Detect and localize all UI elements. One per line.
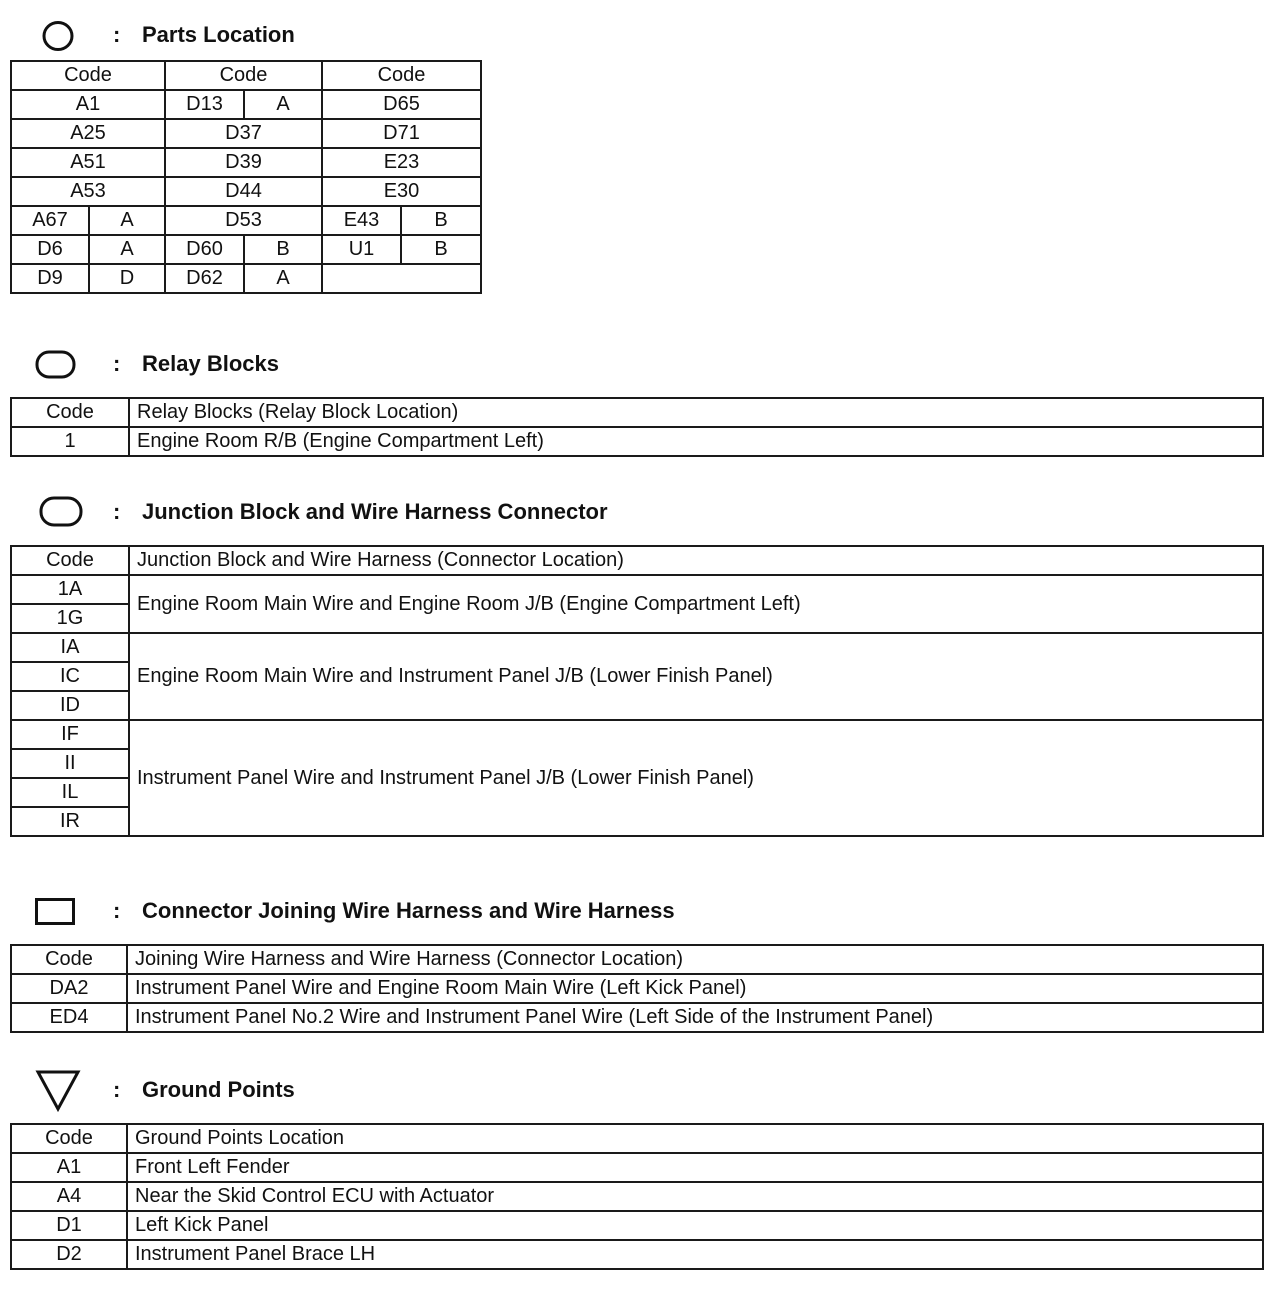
- location-cell: Engine Room R/B (Engine Compartment Left): [129, 427, 1263, 456]
- code-cell: D65: [322, 90, 481, 119]
- code-cell: E23: [322, 148, 481, 177]
- table-row: [11, 1211, 1263, 1240]
- code-header: Code: [11, 945, 127, 974]
- code-cell: IA: [11, 633, 129, 662]
- table-header-row: [11, 61, 481, 90]
- table-row: [11, 575, 1263, 604]
- code-cell: IL: [11, 778, 129, 807]
- oval-icon: [38, 495, 86, 529]
- code-cell: D60: [165, 235, 244, 264]
- code-cell: A25: [11, 119, 165, 148]
- section-colon: :: [113, 22, 121, 47]
- variant-cell: B: [401, 235, 481, 264]
- column-header: Code: [165, 61, 322, 90]
- code-cell: A1: [11, 90, 165, 119]
- parts-location-heading: Parts Location: [142, 22, 295, 47]
- variant-cell: A: [244, 264, 322, 293]
- table-row: [11, 1003, 1263, 1032]
- location-cell: Engine Room Main Wire and Engine Room J/B (Engine Compartment Left): [129, 575, 1263, 633]
- section-colon: :: [113, 1077, 121, 1102]
- location-cell: Instrument Panel Wire and Instrument Panel J/B (Lower Finish Panel): [129, 720, 1263, 836]
- code-cell: D37: [165, 119, 322, 148]
- code-cell: D44: [165, 177, 322, 206]
- table-header-row: [11, 945, 1263, 974]
- table-row: [11, 264, 481, 293]
- table-row: [11, 720, 1263, 749]
- circle-icon: [40, 19, 76, 53]
- relay-blocks-table: [10, 397, 1264, 457]
- code-cell: 1: [11, 427, 129, 456]
- variant-cell: A: [89, 235, 165, 264]
- section-colon: :: [113, 351, 121, 376]
- table-row: [11, 1182, 1263, 1211]
- table-header-row: [11, 1124, 1263, 1153]
- location-cell: Engine Room Main Wire and Instrument Panel J/B (Lower Finish Panel): [129, 633, 1263, 720]
- code-cell: ED4: [11, 1003, 127, 1032]
- code-cell: D71: [322, 119, 481, 148]
- table-row: [11, 90, 481, 119]
- code-cell: D1: [11, 1211, 127, 1240]
- table-row: [11, 177, 481, 206]
- table-row: [11, 633, 1263, 662]
- section-colon: :: [113, 898, 121, 923]
- code-cell: 1G: [11, 604, 129, 633]
- square-icon: [34, 897, 78, 927]
- code-header: Code: [11, 1124, 127, 1153]
- code-cell: E43: [322, 206, 401, 235]
- code-cell: D6: [11, 235, 89, 264]
- code-cell: U1: [322, 235, 401, 264]
- code-cell: D13: [165, 90, 244, 119]
- table-header-row: [11, 398, 1263, 427]
- connector-joining-heading: Connector Joining Wire Harness and Wire Harness: [142, 898, 675, 923]
- variant-cell: B: [244, 235, 322, 264]
- triangle-down-icon: [34, 1068, 82, 1114]
- relay-blocks-heading: Relay Blocks: [142, 351, 279, 376]
- code-cell: A51: [11, 148, 165, 177]
- variant-cell: D: [89, 264, 165, 293]
- location-header: Junction Block and Wire Harness (Connector Location): [129, 546, 1263, 575]
- code-cell: II: [11, 749, 129, 778]
- table-row: [11, 206, 481, 235]
- code-cell: D62: [165, 264, 244, 293]
- code-header: Code: [11, 546, 129, 575]
- table-row: [11, 1240, 1263, 1269]
- code-cell: ID: [11, 691, 129, 720]
- ground-points-table: [10, 1123, 1264, 1270]
- code-cell: D2: [11, 1240, 127, 1269]
- section-colon: :: [113, 499, 121, 524]
- table-row: [11, 974, 1263, 1003]
- variant-cell: A: [89, 206, 165, 235]
- code-cell: 1A: [11, 575, 129, 604]
- junction-block-heading: Junction Block and Wire Harness Connector: [142, 499, 608, 524]
- location-header: Ground Points Location: [127, 1124, 1263, 1153]
- code-cell: D9: [11, 264, 89, 293]
- code-cell: A67: [11, 206, 89, 235]
- code-cell: E30: [322, 177, 481, 206]
- code-cell: D53: [165, 206, 322, 235]
- code-cell: DA2: [11, 974, 127, 1003]
- code-cell: A53: [11, 177, 165, 206]
- empty-cell: [322, 264, 481, 293]
- table-header-row: [11, 546, 1263, 575]
- location-cell: Instrument Panel No.2 Wire and Instrument Panel Wire (Left Side of the Instrument Panel): [127, 1003, 1263, 1032]
- junction-block-table: [10, 545, 1264, 837]
- location-cell: Near the Skid Control ECU with Actuator: [127, 1182, 1263, 1211]
- code-header: Code: [11, 398, 129, 427]
- connector-joining-table: [10, 944, 1264, 1033]
- column-header: Code: [11, 61, 165, 90]
- code-cell: IC: [11, 662, 129, 691]
- code-cell: IF: [11, 720, 129, 749]
- code-cell: A4: [11, 1182, 127, 1211]
- table-row: [11, 235, 481, 264]
- rounded-rect-icon: [34, 348, 78, 382]
- location-header: Relay Blocks (Relay Block Location): [129, 398, 1263, 427]
- table-row: [11, 1153, 1263, 1182]
- location-cell: Left Kick Panel: [127, 1211, 1263, 1240]
- variant-cell: B: [401, 206, 481, 235]
- table-row: [11, 119, 481, 148]
- table-row: [11, 427, 1263, 456]
- location-cell: Instrument Panel Brace LH: [127, 1240, 1263, 1269]
- location-cell: Front Left Fender: [127, 1153, 1263, 1182]
- code-cell: A1: [11, 1153, 127, 1182]
- location-cell: Instrument Panel Wire and Engine Room Main Wire (Left Kick Panel): [127, 974, 1263, 1003]
- code-cell: D39: [165, 148, 322, 177]
- variant-cell: A: [244, 90, 322, 119]
- code-cell: IR: [11, 807, 129, 836]
- location-header: Joining Wire Harness and Wire Harness (Connector Location): [127, 945, 1263, 974]
- ground-points-heading: Ground Points: [142, 1077, 295, 1102]
- table-row: [11, 148, 481, 177]
- column-header: Code: [322, 61, 481, 90]
- parts-location-table: [10, 60, 482, 294]
